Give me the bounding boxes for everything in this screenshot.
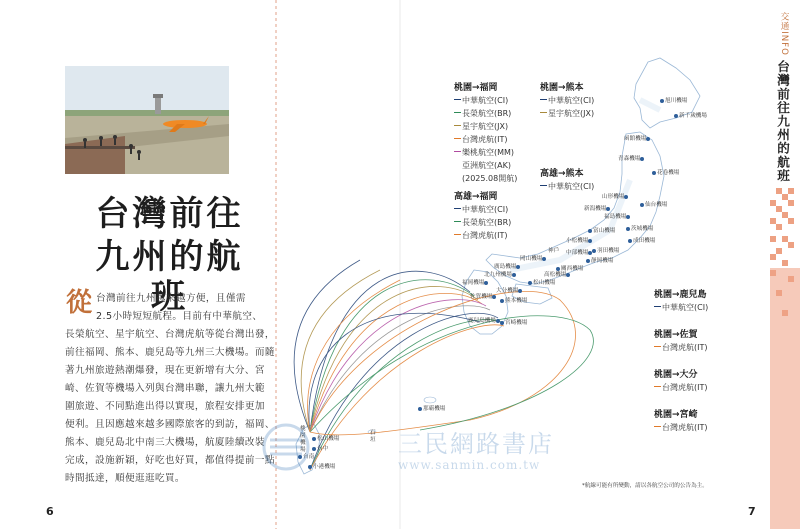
airport-label: 靜岡機場	[586, 256, 613, 264]
taiwan-airport-label: 松山機場	[312, 434, 339, 442]
route-airline: 台灣虎航(IT)	[654, 342, 708, 353]
route-airline: 亞洲航空(AK)	[462, 161, 511, 170]
airport-dot-icon	[674, 114, 678, 118]
airport-dot-icon	[566, 273, 570, 277]
body-text-line: 著九州旅遊熱潮爆發，現在更新增有大分、宮	[65, 365, 265, 376]
body-text-line: 圍旅遊、不同點進出得以實現，旅程安排更加	[65, 401, 265, 412]
airline-color-swatch	[654, 346, 661, 347]
taiwan-airport-label: 小港機場	[308, 462, 335, 470]
page-title-line1: 台灣前往	[95, 194, 244, 234]
route-airline: 長榮航空(BR)	[454, 217, 511, 228]
airport-dot-icon	[518, 289, 522, 293]
airport-dot-icon	[660, 99, 664, 103]
drop-cap: 從	[65, 288, 92, 318]
airport-dot-icon	[624, 195, 628, 199]
airline-color-swatch	[454, 138, 461, 139]
airport-label: 花卷機場	[652, 168, 679, 176]
route-title: 桃園→大分	[654, 370, 698, 380]
airport-dot-icon	[588, 229, 592, 233]
airport-dot-icon	[628, 239, 632, 243]
airport-label: 羽田機場	[592, 246, 619, 254]
airline-color-swatch	[654, 386, 661, 387]
airport-dot-icon	[588, 239, 592, 243]
airport-dot-icon	[626, 215, 630, 219]
route-title: 高雄→熊本	[540, 169, 584, 179]
airport-label: 新潟機場	[584, 204, 611, 212]
airline-color-swatch	[454, 151, 461, 152]
body-text-line: 熊本、鹿兒島北中南三大機場，航廈陸續改裝	[65, 437, 265, 448]
route-airline: 台灣虎航(IT)	[454, 230, 508, 241]
body-text-line: 長榮航空、星宇航空、台灣虎航等從台灣出發，	[65, 329, 275, 340]
airline-color-swatch	[454, 221, 461, 222]
airline-color-swatch	[454, 208, 461, 209]
airport-label: 那霸機場	[418, 404, 445, 412]
section-category: 交通INFO	[779, 12, 789, 56]
airport-dot-icon	[588, 251, 592, 255]
body-text-line: 崎、佐賀等機場入列與台灣串聯，讓九州大範	[65, 383, 265, 394]
airport-dot-icon	[542, 257, 546, 261]
airport-label: 高松機場	[544, 270, 571, 278]
route-title: 桃園→宮崎	[654, 410, 698, 420]
watermark	[260, 420, 590, 480]
airport-label: 神戶	[548, 248, 560, 254]
watermark-logo-icon	[260, 422, 320, 472]
taiwan-airport-label: 台中	[312, 444, 328, 452]
section-tab-title: 台灣前往九州的航班	[775, 60, 790, 183]
route-airline: 中華航空(CI)	[454, 95, 508, 106]
route-airline: 星宇航空(JX)	[454, 121, 508, 132]
route-title: 桃園→熊本	[540, 83, 584, 93]
route-title: 桃園→鹿兒島	[654, 290, 707, 300]
airline-color-swatch	[654, 306, 661, 307]
airport-dot-icon	[484, 281, 488, 285]
route-title: 高雄→福岡	[454, 192, 498, 202]
airport-label: 福岡機場	[462, 278, 489, 286]
airport-label: 關西機場	[556, 264, 583, 272]
route-airline: 台灣虎航(IT)	[654, 382, 708, 393]
airport-dot-icon	[586, 259, 590, 263]
airport-label: 鹿兒島機場	[468, 316, 501, 324]
airport-dot-icon	[646, 137, 650, 141]
airline-color-swatch	[540, 112, 547, 113]
airport-label: 仙台機場	[640, 200, 667, 208]
airport-label: 岡山機場	[520, 254, 547, 262]
airport-label: 北九州機場	[484, 270, 517, 278]
route-airline: 樂桃航空(MM)	[454, 147, 514, 158]
airport-dot-icon	[528, 281, 532, 285]
airport-dot-icon	[626, 227, 630, 231]
body-text-line: 台灣前往九州越來越方便，且僅需	[96, 293, 246, 304]
airport-dot-icon	[652, 171, 656, 175]
airport-label: 小松機場	[566, 236, 593, 244]
body-text-line: 2.5小時短短航程。目前有中華航空、	[96, 311, 263, 322]
airport-label: 中部機場	[566, 248, 593, 256]
route-airline: 長榮航空(BR)	[454, 108, 511, 119]
airline-color-swatch	[454, 99, 461, 100]
airport-label: 佐賀機場	[470, 292, 497, 300]
airline-color-swatch	[454, 125, 461, 126]
body-text-line: 便利。且因應越來越多國際旅客的到訪，福岡、	[65, 419, 275, 430]
route-airline: 中華航空(CI)	[454, 204, 508, 215]
airport-label: 大分機場	[496, 286, 523, 294]
route-airline: 台灣虎航(IT)	[654, 422, 708, 433]
airport-label: 松山機場	[528, 278, 555, 286]
airport-dot-icon	[500, 299, 504, 303]
airline-color-swatch	[454, 234, 461, 235]
route-airline: 中華航空(CI)	[540, 181, 594, 192]
airport-label: 青森機場	[618, 154, 645, 162]
body-text-line: 完成，設施新穎，好吃也好買，都值得提前一點	[65, 455, 275, 466]
airport-dot-icon	[512, 273, 516, 277]
airport-label: 富山機場	[588, 226, 615, 234]
body-text-line: 時間抵達，順便逛逛吃買。	[65, 473, 185, 484]
airport-dot-icon	[606, 207, 610, 211]
airport-dot-icon	[640, 157, 644, 161]
page-number-right: 7	[748, 505, 756, 518]
route-title: 桃園→佐賀	[654, 330, 698, 340]
route-airline: 台灣虎航(IT)	[454, 134, 508, 145]
airport-dot-icon	[516, 265, 520, 269]
airport-label: 熊本機場	[500, 296, 527, 304]
watermark-url: www.sanmin.com.tw	[398, 458, 541, 472]
taiwan-airport-label: 台南	[298, 452, 314, 460]
route-airline: 中華航空(CI)	[540, 95, 594, 106]
airport-dot-icon	[500, 321, 504, 325]
airport-label: 山形機場	[602, 192, 629, 200]
airport-label: 宮崎機場	[500, 318, 527, 326]
watermark-name: 三民網路書店	[398, 430, 554, 458]
airport-dot-icon	[640, 203, 644, 207]
route-airline: 中華航空(CI)	[654, 302, 708, 313]
footnote: *航線可能有所變動，請以各航空公司的公告為主。	[582, 483, 708, 489]
airport-label: 福島機場	[604, 212, 631, 220]
island-label: 石垣	[370, 430, 376, 443]
airport-dot-icon	[492, 295, 496, 299]
airport-dot-icon	[418, 407, 422, 411]
route-airline-note: (2025.08開航)	[462, 174, 518, 183]
airport-label: 成田機場	[628, 236, 655, 244]
airport-label: 函館機場	[624, 134, 651, 142]
airline-color-swatch	[454, 112, 461, 113]
page-number-left: 6	[46, 505, 54, 518]
airline-color-swatch	[540, 99, 547, 100]
route-airline: 星宇航空(JX)	[540, 108, 594, 119]
airport-label: 茨城機場	[626, 224, 653, 232]
taiwan-airport-label: 桃園機場	[300, 426, 306, 453]
airport-label: 新千歲機場	[674, 111, 707, 119]
airline-color-swatch	[654, 426, 661, 427]
body-text-line: 前往福岡、熊本、鹿兒島等九州三大機場。而隨	[65, 347, 275, 358]
airline-color-swatch	[540, 185, 547, 186]
route-title: 桃園→福岡	[454, 83, 498, 93]
airport-label: 旭川機場	[660, 96, 687, 104]
page-title-line2: 九州的航班	[95, 237, 244, 317]
airport-label: 廣島機場	[494, 262, 521, 270]
